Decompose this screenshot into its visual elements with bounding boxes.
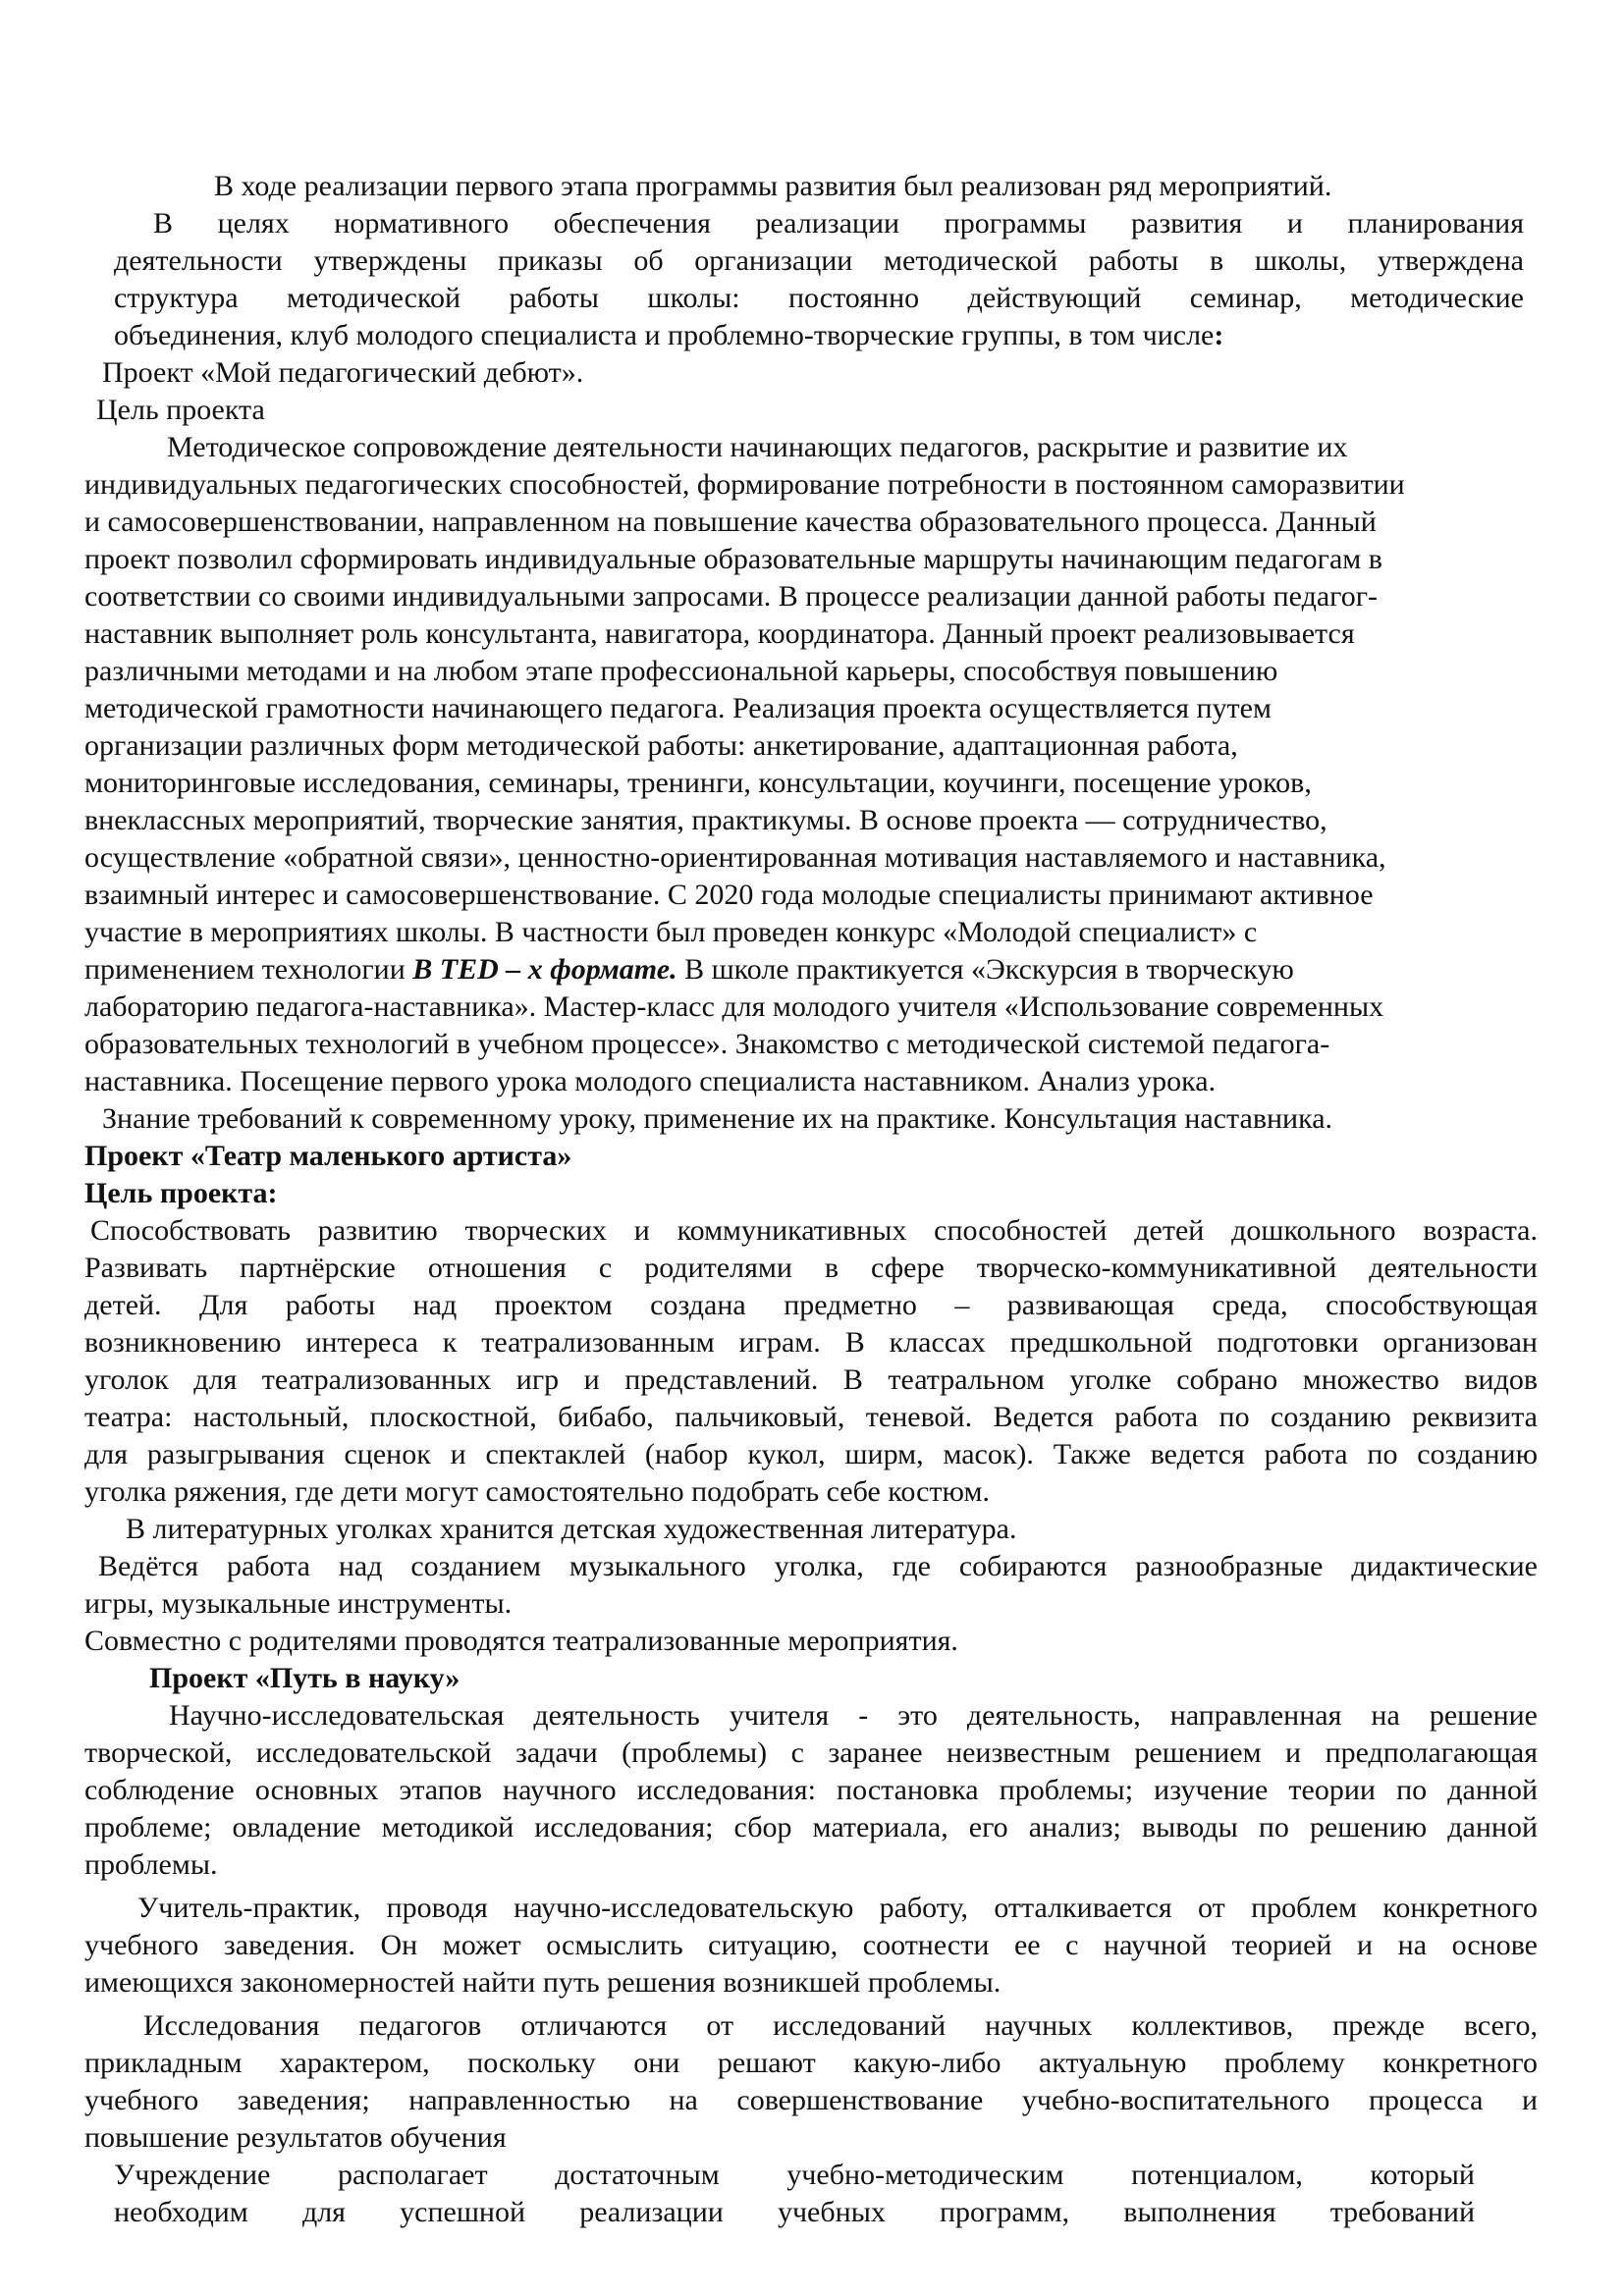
ted-format-emphasis: В TED – х формате.	[412, 953, 677, 986]
text-line: прикладным характером, поскольку они решают какую-либо актуальную проблему конкретного	[84, 2047, 1538, 2079]
text-line: участие в мероприятиях школы. В частности был проведен конкурс «Молодой специалист» с	[84, 916, 1258, 948]
text-line: Способствовать развитию творческих и коммуникативных способностей детей дошкольного возраста.	[90, 1214, 1538, 1247]
text-line: повышение результатов обучения	[84, 2121, 507, 2154]
text-line: соответствии со своими индивидуальными запросами. В процессе реализации данной работы педагог-	[84, 580, 1379, 613]
text-line: наставник выполняет роль консультанта, навигатора, координатора. Данный проект реализовывается	[84, 617, 1355, 650]
text-line: деятельности утверждены приказы об организации методической работы в школы, утверждена	[114, 244, 1524, 277]
text-line: для разыгрывания сценок и спектаклей (набор кукол, ширм, масок). Также ведется работа по созданию	[84, 1438, 1538, 1470]
text-line: детей. Для работы над проектом создана предметно – развивающая среда, способствующая	[84, 1289, 1538, 1321]
text-line: индивидуальных педагогических способностей, формирование потребности в постоянном саморазвитии	[84, 468, 1405, 501]
text-line: В целях нормативного обеспечения реализации программы развития и планирования	[153, 207, 1524, 240]
text-line: Развивать партнёрские отношения с родителями в сфере творческо-коммуникативной деятельности	[84, 1252, 1538, 1284]
intro-paragraph: В ходе реализации первого этапа программы развития был реализован ряд мероприятий.	[214, 170, 1332, 202]
text-line: уголок для театрализованных игр и представлений. В театральном уголке собрано множество видов	[84, 1363, 1538, 1396]
text-line: проблемы.	[84, 1848, 218, 1881]
text-line: наставника. Посещение первого урока молодого специалиста наставником. Анализ урока.	[84, 1065, 1217, 1097]
text-line: проблеме; овладение методикой исследования; сбор материала, его анализ; выводы по решению данной	[84, 1811, 1538, 1843]
text-line: Методическое сопровождение деятельности начинающих педагогов, раскрытие и развитие их	[167, 431, 1348, 463]
text-line: структура методической работы школы: постоянно действующий семинар, методические	[114, 282, 1524, 314]
text-line: образовательных технологий в учебном процессе». Знакомство с методической системой педагога-	[84, 1028, 1330, 1060]
text-line: имеющихся закономерностей найти путь решения возникшей проблемы.	[84, 1966, 1001, 1999]
text-line: Ведётся работа над созданием музыкального уголка, где собираются разнообразные дидактические	[98, 1550, 1538, 1582]
text-line: Научно-исследовательская деятельность учителя - это деятельность, направленная на решение	[169, 1699, 1538, 1732]
text-line: Учреждение располагает достаточным учебно-методическим потенциалом, который	[114, 2159, 1475, 2191]
text-line: лабораторию педагога-наставника». Мастер-класс для молодого учителя «Использование современных	[84, 990, 1384, 1023]
text-line: соблюдение основных этапов научного исследования: постановка проблемы; изучение теории по данной	[84, 1774, 1538, 1806]
text-line: Исследования педагогов отличаются от исследований научных коллективов, прежде всего,	[143, 2009, 1538, 2042]
text-line: применением технологии В TED – х формате. В школе практикуется «Экскурсия в творческую	[84, 953, 1294, 986]
text-line: осуществление «обратной связи», ценностно-ориентированная мотивация наставляемого и наставника,	[84, 841, 1386, 874]
text-line: театра: настольный, плоскостной, бибабо, пальчиковый, теневой. Ведется работа по созданию реквизита	[84, 1401, 1538, 1433]
text-line: учебного заведения. Он может осмыслить ситуацию, соотнести ее с научной теорией и на основе	[84, 1929, 1538, 1961]
text-line: учебного заведения; направленностью на совершенствование учебно-воспитательного процесса и	[84, 2084, 1538, 2116]
text-line: объединения, клуб молодого специалиста и проблемно-творческие группы, в том числе:	[114, 319, 1224, 351]
text-line: уголка ряжения, где дети могут самостоятельно подобрать себе костюм.	[84, 1475, 991, 1508]
text-line: и самосовершенствовании, направленном на повышение качества образовательного процесса. Данный	[84, 506, 1377, 538]
text-line: методической грамотности начинающего педагога. Реализация проекта осуществляется путем	[84, 692, 1272, 724]
project-title: Проект «Путь в науку»	[149, 1662, 460, 1694]
text-line: взаимный интерес и самосовершенствование. С 2020 года молодые специалисты принимают активное	[84, 879, 1374, 911]
text-line: игры, музыкальные инструменты.	[84, 1587, 513, 1620]
text-line: Совместно с родителями проводятся театрализованные мероприятия.	[84, 1625, 958, 1657]
text-line: необходим для успешной реализации учебных программ, выполнения требований	[114, 2196, 1475, 2228]
text-line: Учитель-практик, проводя научно-исследовательскую работу, отталкивается от проблем конкретного	[137, 1892, 1538, 1924]
project-title: Проект «Мой педагогический дебют».	[102, 356, 584, 389]
text-line: мониторинговые исследования, семинары, тренинги, консультации, коучинги, посещение уроков,	[84, 767, 1312, 799]
text-line: Знание требований к современному уроку, применение их на практике. Консультация наставника.	[102, 1102, 1333, 1135]
goal-label: Цель проекта:	[84, 1177, 278, 1209]
text-line: внеклассных мероприятий, творческие занятия, практикумы. В основе проекта — сотрудничество,	[84, 804, 1327, 836]
text-line: В литературных уголках хранится детская художественная литература.	[126, 1513, 1017, 1545]
text-line: творческой, исследовательской задачи (проблемы) с заранее неизвестным решением и предполагающая	[84, 1736, 1538, 1769]
text-line: возникновению интереса к театрализованным играм. В классах предшкольной подготовки организован	[84, 1326, 1538, 1359]
project-title: Проект «Театр маленького артиста»	[84, 1140, 572, 1172]
text-line: различными методами и на любом этапе профессиональной карьеры, способствуя повышению	[84, 655, 1278, 687]
text-line: проект позволил сформировать индивидуальные образовательные маршруты начинающим педагогам в	[84, 543, 1382, 575]
text-line: организации различных форм методической работы: анкетирование, адаптационная работа,	[84, 729, 1238, 762]
goal-label: Цель проекта	[96, 394, 265, 426]
